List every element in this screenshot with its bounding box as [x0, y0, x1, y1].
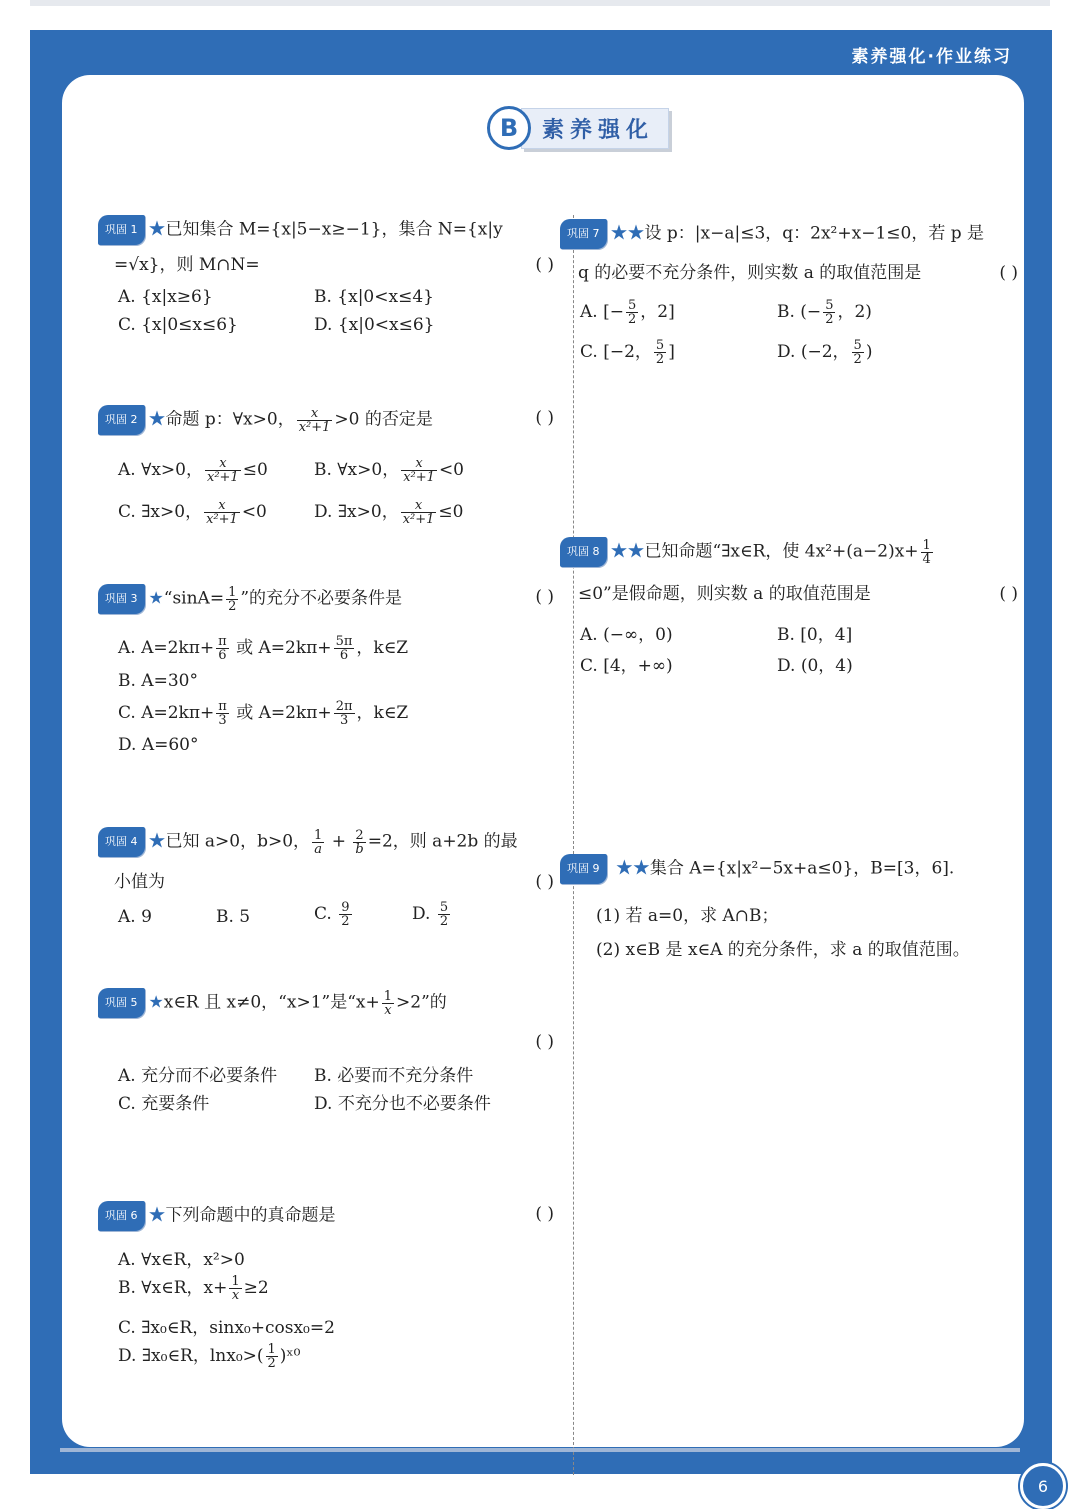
question-tag: 巩固 3 — [98, 584, 145, 614]
fraction: $\frac{x}{\text{x²+1}}$ — [298, 405, 331, 435]
difficulty-stars: ★ — [148, 831, 166, 852]
question-tag: 巩固 6 — [98, 1201, 145, 1231]
answer-paren: ( ) — [535, 1032, 554, 1052]
question-stem: 已知集合 M={x|5−x≥−1}，集合 N={x|y — [165, 219, 503, 240]
answer-paren: ( ) — [535, 1204, 554, 1224]
option-b: B. A=30° — [118, 671, 198, 691]
option-b: B. [0，4] — [777, 625, 853, 645]
content-page — [62, 75, 1049, 1496]
option-c: C. A=2kπ+ $\frac{\pi}{3}$ 或 A=2kπ+ $\frac{2\pi}{3}$ ，k∈Z — [118, 699, 409, 728]
option-d: D. (0，4) — [777, 656, 853, 676]
question-1-line2: =√x}，则 M∩N= ( ) — [114, 252, 554, 278]
question-2: 巩固 2 ★命题 p：∀x>0， $\frac{x}{\text{x²+1}}$ >0 的否定是 ( ) — [98, 405, 554, 435]
option-a: A. 9 — [118, 907, 152, 927]
option-d: D. ∃x>0， $\frac{x}{\text{x²+1}}$ ≤0 — [314, 498, 464, 527]
banner-badge: B — [487, 106, 531, 150]
answer-paren: ( ) — [535, 255, 554, 275]
question-4-line2: 小值为 ( ) — [114, 869, 554, 895]
difficulty-stars: ★★ — [610, 541, 645, 562]
option-a: A. ∀x>0， $\frac{x}{\text{x²+1}}$ ≤0 — [118, 456, 268, 485]
option-a: A. A=2kπ+ $\frac{\pi}{6}$ 或 A=2kπ+ $\frac{5\pi}{6}$ ，k∈Z — [118, 634, 409, 663]
answer-paren: ( ) — [999, 263, 1018, 283]
answer-paren: ( ) — [535, 408, 554, 428]
option-d: D. (−2， $\frac{5}{2}$ ) — [777, 338, 873, 367]
option-d: D. ∃x₀∈R，lnx₀>( $\frac{1}{2}$ )ˣ⁰ — [118, 1342, 301, 1371]
option-c: C. [−2， $\frac{5}{2}$ ] — [580, 338, 675, 367]
question-tag: 巩固 8 — [560, 537, 607, 567]
question-7-line2: q 的必要不充分条件，则实数 a 的取值范围是 ( ) — [578, 260, 1018, 286]
difficulty-stars: ★ — [148, 409, 166, 430]
question-5: 巩固 5 ★x∈R 且 x≠0，“x>1”是“x+ $\frac{1}{x}$ >2”的 — [98, 988, 558, 1018]
option-a: A. ∀x∈R，x²>0 — [118, 1250, 245, 1270]
question-tag: 巩固 2 — [98, 405, 145, 435]
page-bottom-edge — [60, 1448, 1020, 1452]
option-c: C. {x|0≤x≤6} — [118, 315, 238, 335]
option-b: B. (− $\frac{5}{2}$ ，2) — [777, 298, 872, 327]
question-tag: 巩固 4 — [98, 827, 145, 857]
option-b: B. {x|0<x≤4} — [314, 287, 434, 307]
option-a: A. {x|x≥6} — [118, 287, 213, 307]
question-9: 巩固 9 ★★集合 A={x|x²−5x+a≤0}，B=[3，6]. — [560, 854, 1020, 884]
option-a: A. (−∞，0) — [580, 625, 673, 645]
answer-paren: ( ) — [535, 872, 554, 892]
option-c: C. 充要条件 — [118, 1094, 210, 1114]
question-tag: 巩固 5 — [98, 988, 145, 1018]
page-number: 6 — [1020, 1463, 1066, 1509]
answer-paren: ( ) — [999, 584, 1018, 604]
top-edge — [30, 0, 1050, 6]
question-1 — [98, 215, 558, 245]
option-c: C. $\frac{9}{2}$ — [314, 900, 350, 929]
option-a: A. [− $\frac{5}{2}$ ，2] — [580, 298, 675, 327]
difficulty-stars: ★★ — [615, 858, 650, 879]
difficulty-stars: ★ — [148, 992, 164, 1013]
header-title: 素养强化·作业练习 — [851, 47, 1012, 67]
option-c: C. ∃x₀∈R，sinx₀+cosx₀=2 — [118, 1318, 335, 1338]
page-frame — [30, 30, 1052, 1496]
question-tag: 巩固 1 — [98, 215, 145, 245]
option-b: B. ∀x>0， $\frac{x}{\text{x²+1}}$ <0 — [314, 456, 464, 485]
question-4: 巩固 4 ★已知 a>0，b>0， $\frac{1}{a}$ + $\frac{2}{b}$ =2，则 a+2b 的最 — [98, 827, 558, 857]
option-c: C. ∃x>0， $\frac{x}{\text{x²+1}}$ <0 — [118, 498, 267, 527]
answer-paren: ( ) — [535, 587, 554, 607]
option-d: D. A=60° — [118, 735, 199, 755]
option-d: D. {x|0<x≤6} — [314, 315, 435, 335]
question-8: 巩固 8 ★★已知命题“∃x∈R，使 4x²+(a−2)x+ $\frac{1}{4}$ — [560, 537, 1020, 567]
option-b: B. ∀x∈R，x+ $\frac{1}{x}$ ≥2 — [118, 1274, 269, 1303]
section-banner — [487, 107, 669, 149]
difficulty-stars: ★ — [148, 588, 164, 609]
option-b: B. 必要而不充分条件 — [314, 1066, 474, 1086]
option-b: B. 5 — [216, 907, 251, 927]
option-d: D. 不充分也不必要条件 — [314, 1094, 491, 1114]
option-c: C. [4，+∞) — [580, 656, 673, 676]
fraction: $\frac{1}{2}$ — [228, 584, 237, 614]
banner-title: 素养强化 — [521, 108, 669, 149]
question-tag: 巩固 7 — [560, 219, 607, 249]
difficulty-stars: ★ — [148, 1205, 166, 1226]
sub-question-1: (1) 若 a=0，求 A∩B； — [596, 906, 779, 926]
option-a: A. 充分而不必要条件 — [118, 1066, 278, 1086]
question-8-line2: ≤0”是假命题，则实数 a 的取值范围是 ( ) — [578, 581, 1018, 607]
sub-question-2: (2) x∈B 是 x∈A 的充分条件，求 a 的取值范围。 — [596, 940, 970, 960]
question-6: 巩固 6 ★下列命题中的真命题是 ( ) — [98, 1201, 554, 1231]
difficulty-stars: ★ — [148, 219, 166, 240]
question-7: 巩固 7 ★★设 p：|x−a|≤3，q：2x²+x−1≤0，若 p 是 — [560, 219, 1010, 249]
column-divider — [573, 215, 574, 1475]
option-d: D. $\frac{5}{2}$ — [412, 900, 449, 929]
difficulty-stars: ★★ — [610, 223, 645, 244]
question-tag: 巩固 9 — [560, 854, 607, 884]
question-3: 巩固 3 ★“sinA= $\frac{1}{2}$ ”的充分不必要条件是 ( ) — [98, 584, 554, 614]
